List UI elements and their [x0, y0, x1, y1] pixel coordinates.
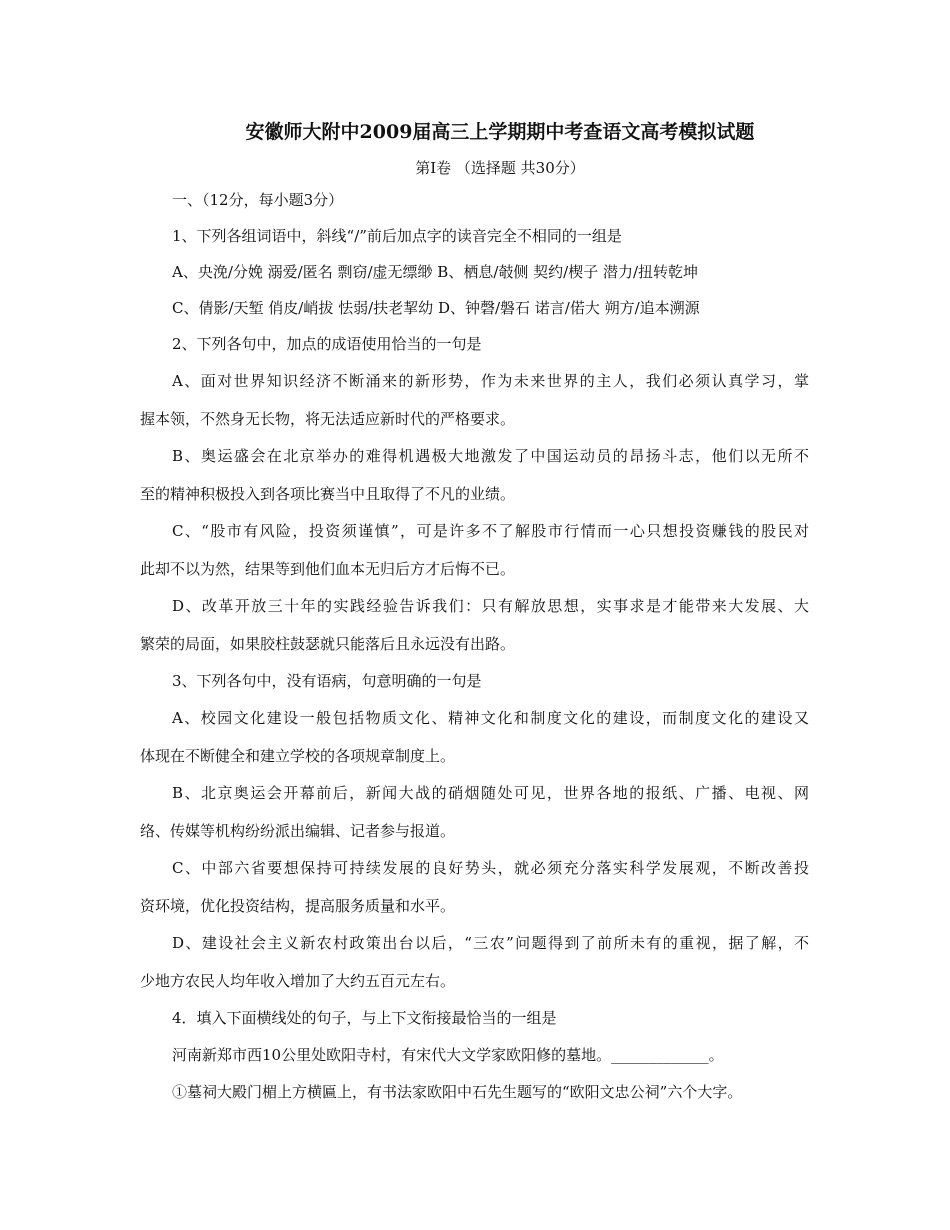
question-3-option-d-cont: 少地方农民人均年收入增加了大约五百元左右。: [140, 972, 456, 990]
section-heading: 一、（12分，每小题3分）: [172, 191, 344, 209]
question-2-option-a-cont: 握本领，不然身无长物，将无法适应新时代的严格要求。: [140, 410, 516, 428]
question-3-option-a: [172, 708, 809, 728]
question-4-passage: 河南新郑市西10公里处欧阳寺村，有宋代大文学家欧阳修的墓地。_____________。: [172, 1046, 724, 1064]
option-text: D、改革开放三十年的实践经验告诉我们：只有解放思想，实事求是才能带来大发展、大: [172, 597, 809, 615]
question-3-option-b-cont: 络、传媒等机构纷纷派出编辑、记者参与报道。: [140, 822, 456, 840]
question-1-stem: 1、下列各组词语中，斜线“/”前后加点字的读音完全不相同的一组是: [172, 227, 622, 245]
question-4-stem: 4．填入下面横线处的句子，与上下文衔接最恰当的一组是: [172, 1009, 557, 1027]
option-text: B、奥运盛会在北京举办的难得机遇极大地激发了中国运动员的昂扬斗志，他们以无所不: [172, 447, 809, 465]
document-title: 安徽师大附中2009届高三上学期期中考查语文高考模拟试题: [245, 121, 755, 143]
question-2-option-a: [172, 371, 809, 391]
question-2-stem: 2、下列各句中，加点的成语使用恰当的一句是: [172, 335, 482, 353]
question-2-option-b: [172, 446, 809, 466]
question-3-option-c: [172, 858, 809, 878]
question-2-option-d: [172, 596, 809, 616]
question-3-option-a-cont: 体现在不断健全和建立学校的各项规章制度上。: [140, 747, 456, 765]
option-text: D、建设社会主义新农村政策出台以后，“三农”问题得到了前所未有的重视，据了解，不: [172, 934, 809, 952]
question-2-option-c-cont: 此却不以为然，结果等到他们血本无归后方才后悔不已。: [140, 560, 516, 578]
question-1-options-cd: C、倩影/天堑 俏皮/峭拔 怯弱/扶老挈幼 D、钟磬/磐石 诺言/偌大 朔方/追本溯源: [172, 299, 700, 317]
question-1-options-ab: A、央浼/分娩 溺爱/匿名 剽窃/虚无缥缈 B、栖息/攲侧 契约/楔子 潜力/扭转乾坤: [172, 263, 699, 281]
question-4-item-1: ①墓祠大殿门楣上方横匾上，有书法家欧阳中石先生题写的“欧阳文忠公祠”六个大字。: [172, 1083, 743, 1101]
option-text: B、北京奥运会开幕前后，新闻大战的硝烟随处可见，世界各地的报纸、广播、电视、网: [172, 784, 809, 802]
question-2-option-b-cont: 至的精神积极投入到各项比赛当中且取得了不凡的业绩。: [140, 485, 516, 503]
option-text: A、面对世界知识经济不断涌来的新形势，作为未来世界的主人，我们必须认真学习，掌: [172, 372, 809, 390]
section-subtitle: 第Ⅰ卷 （选择题 共30分）: [415, 159, 585, 177]
option-text: C、“股市有风险，投资须谨慎”，可是许多不了解股市行情而一心只想投资赚钱的股民对: [172, 522, 809, 540]
option-text: C、中部六省要想保持可持续发展的良好势头，就必须充分落实科学发展观，不断改善投: [172, 859, 809, 877]
question-3-option-b: [172, 783, 809, 803]
option-text: A、校园文化建设一般包括物质文化、精神文化和制度文化的建设，而制度文化的建设又: [172, 709, 809, 727]
question-2-option-d-cont: 繁荣的局面，如果胶柱鼓瑟就只能落后且永远没有出路。: [140, 635, 516, 653]
question-3-option-d: [172, 933, 809, 953]
question-2-option-c: [172, 521, 809, 541]
question-3-option-c-cont: 资环境，优化投资结构，提高服务质量和水平。: [140, 897, 456, 915]
question-3-stem: 3、下列各句中，没有语病，句意明确的一句是: [172, 672, 482, 690]
